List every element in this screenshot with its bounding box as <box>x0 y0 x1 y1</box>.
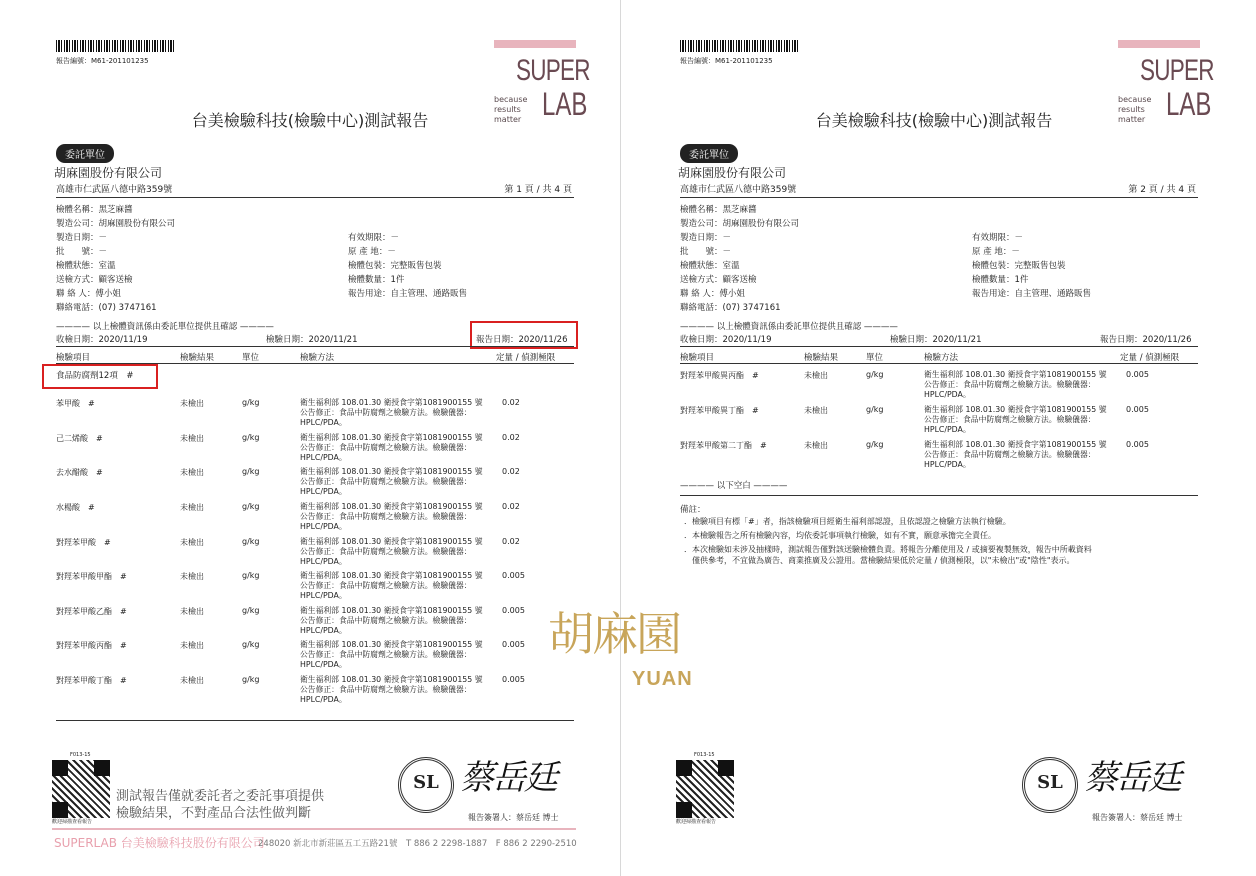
notes-title: 備註： <box>680 505 706 515</box>
logo-super: SUPER <box>1140 54 1214 87</box>
superlab-seal-icon: SL <box>398 757 454 813</box>
report-title: 台美檢驗科技(檢驗中心)測試報告 <box>815 111 1053 130</box>
delivery-method: 送檢方式：顧客送檢 <box>56 275 133 285</box>
logo-super: SUPER <box>516 54 590 87</box>
header-method: 檢驗方法 <box>300 353 335 363</box>
note-item: ．檢驗項目有標「#」者，指該檢驗項目經衛生福利部認證，且依認證之檢驗方法執行檢驗。 <box>684 517 1011 526</box>
manufacturer: 製造公司：胡麻園股份有限公司 <box>56 219 176 229</box>
report-title: 台美檢驗科技(檢驗中心)測試報告 <box>191 111 429 130</box>
signer: 報告簽署人：蔡岳廷 博士 <box>468 813 559 822</box>
sample-name: 檢體名稱：黑芝麻醬 <box>680 205 757 215</box>
expiry-date: 有效期限：－ <box>972 233 1024 243</box>
logo-tagline: because results matter <box>494 95 528 124</box>
signer: 報告簽署人：蔡岳廷 博士 <box>1092 813 1183 822</box>
header-item: 檢驗項目 <box>56 353 91 363</box>
divider <box>680 346 1198 347</box>
humayuan-watermark-logo: 胡麻園 YUAN <box>548 607 693 690</box>
superlab-seal-icon: SL <box>1022 757 1078 813</box>
table-row: 對羥苯甲酸丙酯 # 未檢出 g/kg 衛生福利部 108.01.30 衛授食字第1081900155 號公告修正：食品中防腐劑之檢驗方法。檢驗儀器：HPLC/PDA。 0.005 <box>56 640 525 669</box>
client-address: 高雄市仁武區八德中路359號 <box>56 185 173 195</box>
contact-person: 聯 絡 人：傅小姐 <box>680 289 745 299</box>
footer-divider <box>52 828 576 830</box>
mfg-date: 製造日期：－ <box>56 233 108 243</box>
logo-accent-bar <box>1118 40 1200 48</box>
sample-state: 檢體狀態：室溫 <box>56 261 116 271</box>
header-loq: 定量 / 偵測極限 <box>496 353 556 363</box>
table-row: 對羥苯甲酸乙酯 # 未檢出 g/kg 衛生福利部 108.01.30 衛授食字第1081900155 號公告修正：食品中防腐劑之檢驗方法。檢驗儀器：HPLC/PDA。 0.005 <box>56 606 525 635</box>
header-unit: 單位 <box>866 353 884 363</box>
note-item: ．本檢驗報告之所有檢驗內容，均依委託事項執行檢驗，如有不實，願意承擔完全責任。 <box>684 531 996 540</box>
received-date: 收檢日期：2020/11/19 <box>56 335 148 345</box>
contact-person: 聯 絡 人：傅小姐 <box>56 289 121 299</box>
received-date: 收檢日期：2020/11/19 <box>680 335 772 345</box>
qr-code-icon <box>52 760 110 818</box>
report-purpose: 報告用途：自主管理、通路販售 <box>348 289 468 299</box>
client-badge: 委託單位 <box>56 144 114 163</box>
logo-tagline: because results matter <box>1118 95 1152 124</box>
test-date: 檢驗日期：2020/11/21 <box>890 335 982 345</box>
divider <box>56 720 574 721</box>
client-badge: 委託單位 <box>680 144 738 163</box>
table-row: 己二烯酸 # 未檢出 g/kg 衛生福利部 108.01.30 衛授食字第1081900155 號公告修正：食品中防腐劑之檢驗方法。檢驗儀器：HPLC/PDA。 0.02 <box>56 433 520 462</box>
batch-no: 批 號：－ <box>56 247 108 257</box>
client-name: 胡麻園股份有限公司 <box>54 166 163 180</box>
logo-accent-bar <box>494 40 576 48</box>
mfg-date: 製造日期：－ <box>680 233 732 243</box>
sample-state: 檢體狀態：室溫 <box>680 261 740 271</box>
table-row: 對羥苯甲酸甲酯 # 未檢出 g/kg 衛生福利部 108.01.30 衛授食字第1081900155 號公告修正：食品中防腐劑之檢驗方法。檢驗儀器：HPLC/PDA。 0.005 <box>56 571 525 600</box>
report-date-highlight <box>470 321 578 349</box>
quantity: 檢體數量：1件 <box>972 275 1029 285</box>
table-row: 對羥苯甲酸異丙酯 # 未檢出 g/kg 衛生福利部 108.01.30 衛授食字第1081900155 號公告修正：食品中防腐劑之檢驗方法。檢驗儀器：HPLC/PDA。 0.005 <box>680 370 1149 399</box>
barcode <box>56 40 174 52</box>
divider <box>56 346 574 347</box>
divider <box>680 495 1198 496</box>
test-date: 檢驗日期：2020/11/21 <box>266 335 358 345</box>
blank-note: ———— 以下空白 ———— <box>680 481 788 491</box>
packaging: 檢體包裝：完整販售包裝 <box>972 261 1066 271</box>
quantity: 檢體數量：1件 <box>348 275 405 285</box>
origin: 原 產 地：－ <box>348 247 396 257</box>
footer-address: 248020 新北市新莊區五工五路21號 T 886 2 2298-1887 F 886 2 2290-2510 <box>258 839 577 849</box>
table-row: 對羥苯甲酸第二丁酯 # 未檢出 g/kg 衛生福利部 108.01.30 衛授食字第1081900155 號公告修正：食品中防腐劑之檢驗方法。檢驗儀器：HPLC/PDA。 0.005 <box>680 440 1149 469</box>
disclaimer: 測試報告僅就委託者之委託事項提供 檢驗結果，不對產品合法性做判斷 <box>116 789 325 821</box>
contact-phone: 聯絡電話：(07) 3747161 <box>680 303 781 313</box>
manufacturer: 製造公司：胡麻園股份有限公司 <box>680 219 800 229</box>
note-item: 僅供參考，不宜做為廣告、商業推廣及公證用。當檢驗結果低於定量 / 偵測極限，以"未檢出"或"陰性"表示。 <box>684 556 1075 565</box>
sample-name: 檢體名稱：黑芝麻醬 <box>56 205 133 215</box>
batch-no: 批 號：－ <box>680 247 732 257</box>
expiry-date: 有效期限：－ <box>348 233 400 243</box>
confirm-note: ———— 以上檢體資訊係由委託單位提供且確認 ———— <box>680 322 898 332</box>
logo-lab: LAB <box>1166 86 1212 122</box>
report-date: 報告日期：2020/11/26 <box>476 335 568 345</box>
page-number: 第 1 頁 / 共 4 頁 <box>504 185 572 195</box>
qr-code[interactable]: F013-15 歡迎掃描查看報告 <box>52 752 112 820</box>
header-item: 檢驗項目 <box>680 353 715 363</box>
origin: 原 產 地：－ <box>972 247 1020 257</box>
qr-code[interactable]: F013-15 歡迎掃描查看報告 <box>676 752 736 820</box>
qr-code-icon <box>676 760 734 818</box>
divider <box>680 197 1198 198</box>
divider <box>56 197 574 198</box>
header-unit: 單位 <box>242 353 260 363</box>
header-loq: 定量 / 偵測極限 <box>1120 353 1180 363</box>
header-result: 檢驗結果 <box>804 353 839 363</box>
table-row: 對羥苯甲酸 # 未檢出 g/kg 衛生福利部 108.01.30 衛授食字第1081900155 號公告修正：食品中防腐劑之檢驗方法。檢驗儀器：HPLC/PDA。 0.02 <box>56 537 520 566</box>
barcode <box>680 40 798 52</box>
table-row: 對羥苯甲酸丁酯 # 未檢出 g/kg 衛生福利部 108.01.30 衛授食字第1081900155 號公告修正：食品中防腐劑之檢驗方法。檢驗儀器：HPLC/PDA。 0.005 <box>56 675 525 704</box>
confirm-note: ———— 以上檢體資訊係由委託單位提供且確認 ———— <box>56 322 274 332</box>
report-number: 報告編號：M61-201101235 <box>56 57 149 65</box>
logo-lab: LAB <box>542 86 588 122</box>
page-number: 第 2 頁 / 共 4 頁 <box>1128 185 1196 195</box>
client-name: 胡麻園股份有限公司 <box>678 166 787 180</box>
report-number: 報告編號：M61-201101235 <box>680 57 773 65</box>
contact-phone: 聯絡電話：(07) 3747161 <box>56 303 157 313</box>
report-page-2 <box>624 0 1244 876</box>
report-purpose: 報告用途：自主管理、通路販售 <box>972 289 1092 299</box>
table-row: 苯甲酸 # 未檢出 g/kg 衛生福利部 108.01.30 衛授食字第1081900155 號公告修正：食品中防腐劑之檢驗方法。檢驗儀器：HPLC/PDA。 0.02 <box>56 398 520 427</box>
category-highlight <box>42 364 158 389</box>
client-address: 高雄市仁武區八德中路359號 <box>680 185 797 195</box>
report-date: 報告日期：2020/11/26 <box>1100 335 1192 345</box>
table-row: 水楊酸 # 未檢出 g/kg 衛生福利部 108.01.30 衛授食字第1081900155 號公告修正：食品中防腐劑之檢驗方法。檢驗儀器：HPLC/PDA。 0.02 <box>56 502 520 531</box>
header-method: 檢驗方法 <box>924 353 959 363</box>
delivery-method: 送檢方式：顧客送檢 <box>680 275 757 285</box>
divider <box>680 363 1198 364</box>
note-item: ．本次檢驗如未涉及抽樣時，測試報告僅對該送驗檢體負責。將報告分離使用及 / 或摘要複製無效，報告中所載資料 <box>684 545 1092 554</box>
table-row: 去水醋酸 # 未檢出 g/kg 衛生福利部 108.01.30 衛授食字第1081900155 號公告修正：食品中防腐劑之檢驗方法。檢驗儀器：HPLC/PDA。 0.02 <box>56 467 520 496</box>
report-page-1 <box>0 0 621 876</box>
signature: 蔡岳廷 <box>460 758 556 798</box>
footer-company: SUPERLAB 台美檢驗科技股份有限公司 <box>54 836 265 850</box>
category-label: 食品防腐劑12項 # <box>56 371 134 381</box>
signature: 蔡岳廷 <box>1084 758 1180 798</box>
table-row: 對羥苯甲酸異丁酯 # 未檢出 g/kg 衛生福利部 108.01.30 衛授食字第1081900155 號公告修正：食品中防腐劑之檢驗方法。檢驗儀器：HPLC/PDA。 0.005 <box>680 405 1149 434</box>
packaging: 檢體包裝：完整販售包裝 <box>348 261 442 271</box>
header-result: 檢驗結果 <box>180 353 215 363</box>
